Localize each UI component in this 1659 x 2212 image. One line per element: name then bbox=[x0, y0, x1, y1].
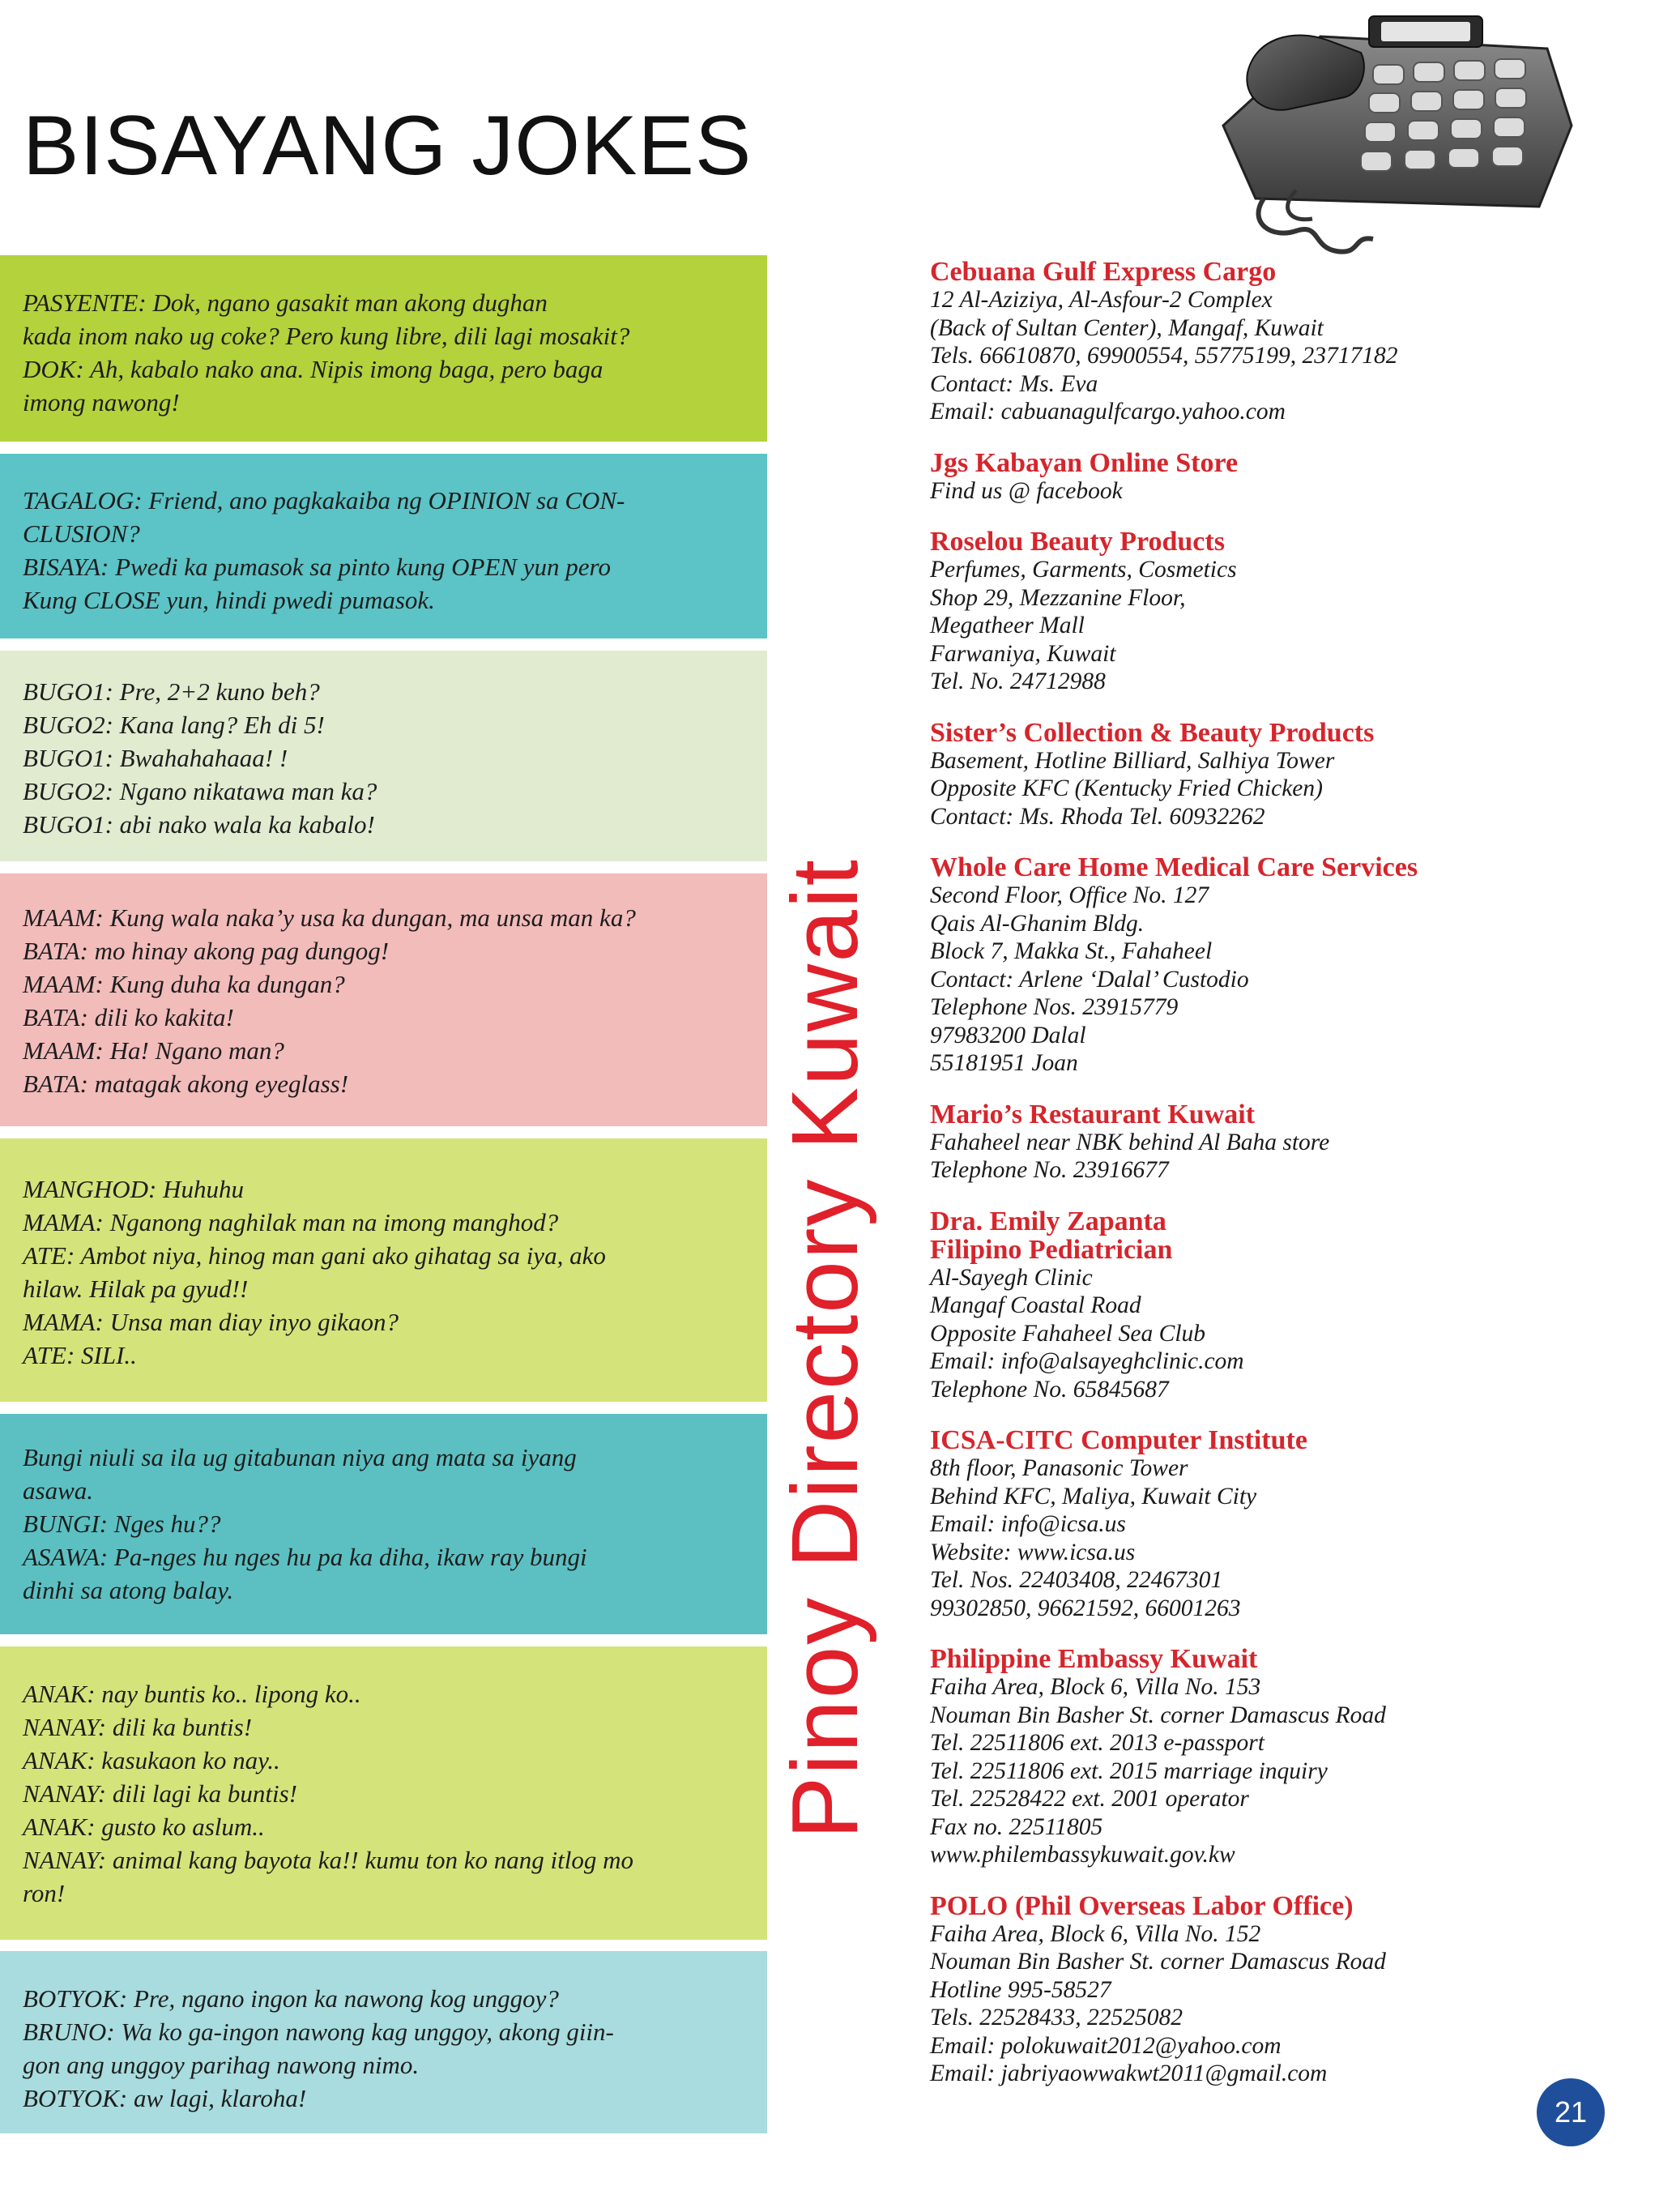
joke-line: PASYENTE: Dok, ngano gasakit man akong dughan bbox=[23, 288, 548, 317]
joke-box bbox=[0, 1951, 767, 2133]
directory-entry bbox=[930, 1100, 1643, 1185]
joke-line: BUGO2: Kana lang? Eh di 5! bbox=[23, 711, 325, 739]
entry-line: Tels. 66610870, 69900554, 55775199, 23717182 bbox=[930, 343, 1398, 369]
entry-name: Cebuana Gulf Express Cargo bbox=[930, 257, 1277, 287]
entry-line: Tel. Nos. 22403408, 22467301 bbox=[930, 1567, 1223, 1593]
entry-line: Email: polokuwait2012@yahoo.com bbox=[930, 2032, 1282, 2059]
entry-line: Megatheer Mall bbox=[930, 613, 1085, 638]
joke-line: ANAK: kasukaon ko nay.. bbox=[23, 1746, 280, 1774]
entry-line: 99302850, 96621592, 66001263 bbox=[930, 1595, 1241, 1621]
joke-line: MAAM: Kung duha ka dungan? bbox=[23, 970, 345, 998]
joke-box bbox=[0, 1646, 767, 1940]
joke-line: kada inom nako ug coke? Pero kung libre, dili lagi mosakit? bbox=[23, 322, 630, 350]
entry-name: Jgs Kabayan Online Store bbox=[930, 447, 1239, 478]
joke-line: CLUSION? bbox=[23, 519, 140, 548]
entry-line: Mangaf Coastal Road bbox=[930, 1292, 1141, 1318]
joke-line: ANAK: gusto ko aslum.. bbox=[23, 1813, 265, 1841]
entry-line: (Back of Sultan Center), Mangaf, Kuwait bbox=[930, 314, 1324, 341]
joke-line: BUGO1: Bwahahahaaa! ! bbox=[23, 744, 288, 772]
entry-line: Opposite Fahaheel Sea Club bbox=[930, 1320, 1206, 1347]
entry-line: Al-Sayegh Clinic bbox=[930, 1264, 1093, 1291]
joke-line: NANAY: dili lagi ka buntis! bbox=[23, 1779, 298, 1808]
joke-line: BUGO1: abi nako wala ka kabalo! bbox=[23, 810, 375, 839]
entry-line: Telephone No. 23916677 bbox=[930, 1157, 1169, 1183]
joke-line: asawa. bbox=[23, 1476, 93, 1505]
entry-line: Email: info@alsayeghclinic.com bbox=[930, 1348, 1244, 1374]
directory-list bbox=[930, 258, 1643, 2111]
entry-line: Second Floor, Office No. 127 bbox=[930, 882, 1209, 908]
joke-line: BOTYOK: aw lagi, klaroha! bbox=[23, 2084, 307, 2112]
joke-line: MAMA: Unsa man diay inyo gikaon? bbox=[23, 1308, 399, 1336]
entry-line: Tel. No. 24712988 bbox=[930, 668, 1106, 694]
directory-entry bbox=[930, 1207, 1643, 1404]
joke-box bbox=[0, 651, 767, 861]
joke-line: MAAM: Kung wala naka’y usa ka dungan, ma unsa man ka? bbox=[23, 903, 636, 932]
entry-line: Behind KFC, Maliya, Kuwait City bbox=[930, 1483, 1257, 1510]
entry-line: Faiha Area, Block 6, Villa No. 153 bbox=[930, 1674, 1261, 1700]
entry-line: www.philembassykuwait.gov.kw bbox=[930, 1842, 1235, 1868]
joke-line: hilaw. Hilak pa gyud!! bbox=[23, 1275, 249, 1303]
directory-entry bbox=[930, 719, 1643, 831]
entry-line: Block 7, Makka St., Fahaheel bbox=[930, 938, 1213, 964]
joke-line: ASAWA: Pa-nges hu nges hu pa ka diha, ikaw ray bungi bbox=[23, 1543, 587, 1571]
entry-line: 55181951 Joan bbox=[930, 1050, 1078, 1076]
entry-line: Telephone Nos. 23915779 bbox=[930, 994, 1179, 1020]
vertical-title: Pinoy Directory Kuwait bbox=[772, 858, 877, 1839]
entry-line: Email: jabriyaowwakwt2011@gmail.com bbox=[930, 2060, 1328, 2086]
joke-line: MAMA: Nganong naghilak man na imong manghod? bbox=[23, 1208, 559, 1236]
joke-line: ron! bbox=[23, 1879, 66, 1907]
directory-entry bbox=[930, 449, 1643, 506]
directory-entry bbox=[930, 1426, 1643, 1622]
directory-entry bbox=[930, 1645, 1643, 1869]
entry-line: Farwaniya, Kuwait bbox=[930, 640, 1116, 667]
joke-line: NANAY: dili ka buntis! bbox=[23, 1713, 253, 1741]
entry-line: Contact: Arlene ‘Dalal’ Custodio bbox=[930, 966, 1249, 993]
entry-name: Whole Care Home Medical Care Services bbox=[930, 852, 1418, 882]
entry-line: Opposite KFC (Kentucky Fried Chicken) bbox=[930, 775, 1323, 801]
entry-line: Tel. 22511806 ext. 2015 marriage inquiry bbox=[930, 1757, 1328, 1784]
joke-line: BOTYOK: Pre, ngano ingon ka nawong kog unggoy? bbox=[23, 1984, 559, 2013]
joke-line: BATA: mo hinay akong pag dungog! bbox=[23, 937, 390, 965]
entry-line: Qais Al-Ghanim Bldg. bbox=[930, 910, 1145, 937]
directory-entry bbox=[930, 853, 1643, 1078]
entry-line: Fax no. 22511805 bbox=[930, 1813, 1103, 1840]
entry-line: 8th floor, Panasonic Tower bbox=[930, 1455, 1188, 1481]
joke-box bbox=[0, 255, 767, 442]
joke-line: Bungi niuli sa ila ug gitabunan niya ang mata sa iyang bbox=[23, 1443, 577, 1471]
joke-line: BUNGI: Nges hu?? bbox=[23, 1510, 221, 1538]
joke-line: BATA: matagak akong eyeglass! bbox=[23, 1070, 349, 1098]
page-number-badge: 21 bbox=[1537, 2078, 1605, 2146]
entry-line: Email: info@icsa.us bbox=[930, 1511, 1126, 1537]
entry-line: Email: cabuanagulfcargo.yahoo.com bbox=[930, 399, 1286, 425]
entry-name: Roselou Beauty Products bbox=[930, 527, 1225, 557]
joke-line: BRUNO: Wa ko ga-ingon nawong kag unggoy, akong giin- bbox=[23, 2018, 614, 2046]
directory-entry bbox=[930, 258, 1643, 426]
entry-line: Basement, Hotline Billiard, Salhiya Tower bbox=[930, 747, 1335, 774]
entry-line: Telephone No. 65845687 bbox=[930, 1376, 1169, 1403]
page-title: BISAYANG JOKES bbox=[23, 99, 753, 193]
joke-box bbox=[0, 1414, 767, 1634]
joke-line: ANAK: nay buntis ko.. lipong ko.. bbox=[23, 1680, 361, 1708]
joke-line: gon ang unggoy parihag nawong nimo. bbox=[23, 2051, 420, 2079]
joke-line: Kung CLOSE yun, hindi pwedi pumasok. bbox=[23, 586, 435, 614]
joke-line: MAAM: Ha! Ngano man? bbox=[23, 1036, 284, 1065]
joke-line: BUGO1: Pre, 2+2 kuno beh? bbox=[23, 677, 320, 706]
entry-line: Faiha Area, Block 6, Villa No. 152 bbox=[930, 1920, 1261, 1947]
joke-line: MANGHOD: Huhuhu bbox=[23, 1175, 244, 1203]
directory-entry bbox=[930, 527, 1643, 696]
entry-line: Shop 29, Mezzanine Floor, bbox=[930, 584, 1186, 611]
joke-line: BUGO2: Ngano nikatawa man ka? bbox=[23, 777, 377, 805]
entry-line: Nouman Bin Basher St. corner Damascus Road bbox=[930, 1949, 1386, 1975]
entry-line: 12 Al-Aziziya, Al-Asfour-2 Complex bbox=[930, 287, 1273, 313]
joke-line: dinhi sa atong balay. bbox=[23, 1576, 234, 1604]
joke-box bbox=[0, 873, 767, 1126]
entry-name: Philippine Embassy Kuwait bbox=[930, 1644, 1258, 1674]
joke-line: TAGALOG: Friend, ano pagkakaiba ng OPINION sa CON- bbox=[23, 486, 625, 515]
joke-line: DOK: Ah, kabalo nako ana. Nipis imong baga, pero baga bbox=[23, 355, 603, 383]
joke-line: NANAY: animal kang bayota ka!! kumu ton ko nang itlog mo bbox=[23, 1846, 633, 1874]
joke-box bbox=[0, 454, 767, 638]
entry-line: Website: www.icsa.us bbox=[930, 1539, 1136, 1565]
entry-name: Filipino Pediatrician bbox=[930, 1234, 1173, 1265]
entry-line: Tel. 22511806 ext. 2013 e-passport bbox=[930, 1730, 1265, 1756]
joke-line: BISAYA: Pwedi ka pumasok sa pinto kung OPEN yun pero bbox=[23, 553, 611, 581]
entry-line: Contact: Ms. Rhoda Tel. 60932262 bbox=[930, 803, 1265, 830]
entry-line: Perfumes, Garments, Cosmetics bbox=[930, 557, 1237, 583]
joke-box bbox=[0, 1138, 767, 1402]
entry-line: Tel. 22528422 ext. 2001 operator bbox=[930, 1786, 1249, 1812]
directory-entry bbox=[930, 1892, 1643, 2088]
entry-name: POLO (Phil Overseas Labor Office) bbox=[930, 1890, 1354, 1921]
entry-line: Tels. 22528433, 22525082 bbox=[930, 2005, 1183, 2031]
joke-line: imong nawong! bbox=[23, 388, 180, 416]
entry-name: Dra. Emily Zapanta bbox=[930, 1206, 1166, 1236]
entry-line: Find us @ facebook bbox=[930, 477, 1123, 504]
entry-line: Contact: Ms. Eva bbox=[930, 370, 1098, 397]
entry-name: Mario’s Restaurant Kuwait bbox=[930, 1099, 1256, 1129]
entry-line: 97983200 Dalal bbox=[930, 1022, 1086, 1048]
entry-name: Sister’s Collection & Beauty Products bbox=[930, 717, 1375, 748]
joke-line: ATE: Ambot niya, hinog man gani ako gihatag sa iya, ako bbox=[23, 1241, 606, 1270]
joke-line: ATE: SILI.. bbox=[23, 1341, 137, 1369]
joke-line: BATA: dili ko kakita! bbox=[23, 1003, 234, 1031]
entry-line: Fahaheel near NBK behind Al Baha store bbox=[930, 1129, 1330, 1155]
entry-line: Nouman Bin Basher St. corner Damascus Road bbox=[930, 1702, 1386, 1728]
entry-line: Hotline 995-58527 bbox=[930, 1976, 1111, 2003]
telephone-icon bbox=[1199, 4, 1580, 271]
entry-name: ICSA-CITC Computer Institute bbox=[930, 1425, 1307, 1455]
